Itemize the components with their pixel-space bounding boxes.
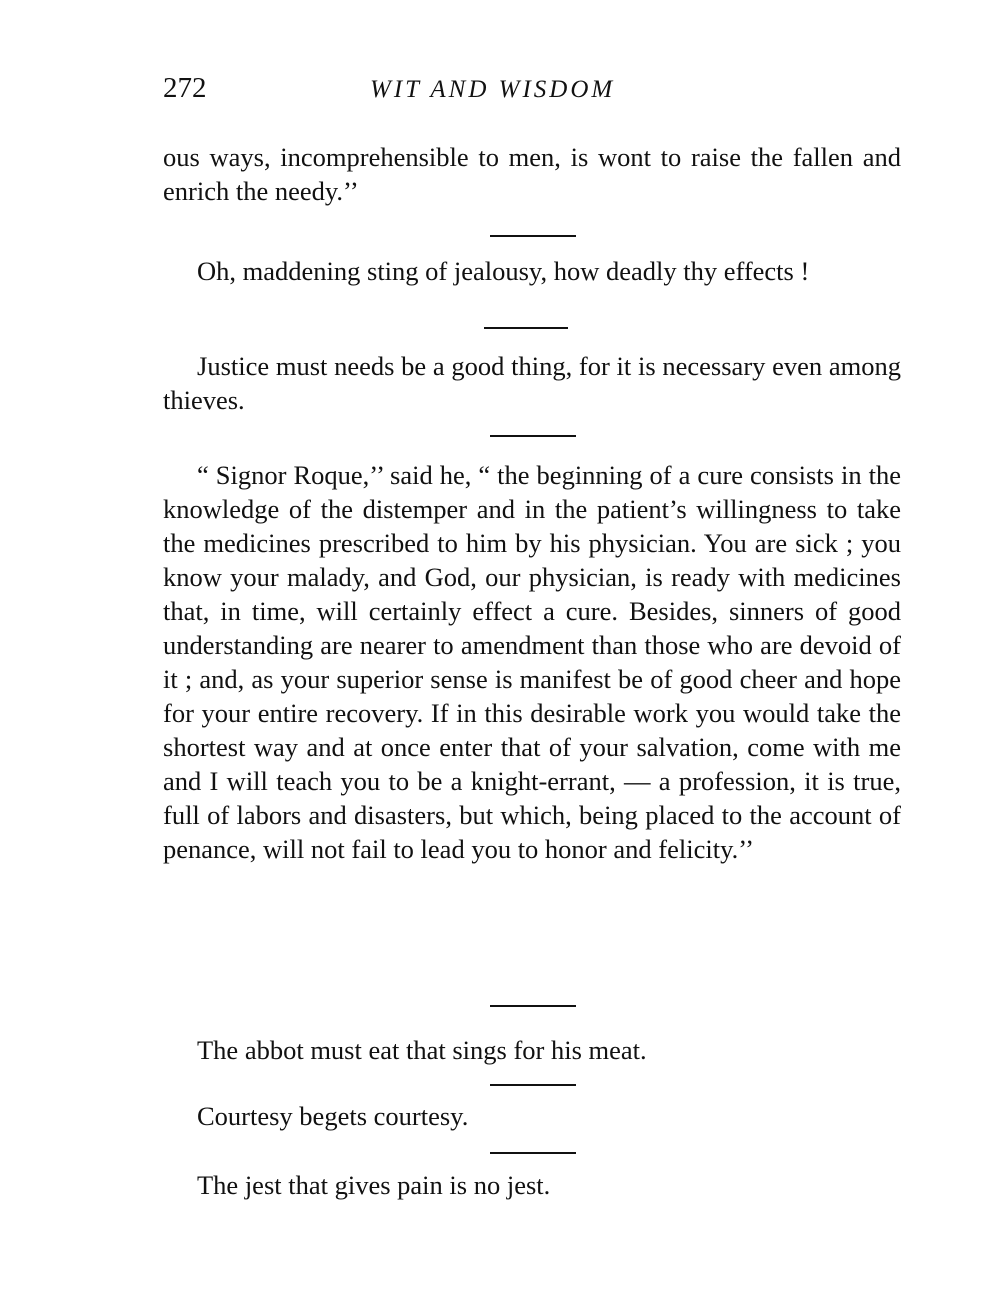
- divider: [490, 1005, 576, 1007]
- paragraph-5: The abbot must eat that sings for his meat.: [197, 1035, 647, 1065]
- page-number: 272: [163, 72, 207, 104]
- divider: [490, 1152, 576, 1154]
- divider: [490, 235, 576, 237]
- paragraph-6: Courtesy begets courtesy.: [197, 1101, 469, 1131]
- paragraph-4: “ Signor Roque,’’ said he, “ the beginning of a cure consists in the knowledge of the distemper and in the patient’s willingness to take the medicines prescribed to him by his physician. You are sick ; you know your malady, and God, our physician, is ready with medicines that, in time, will certainly effect a cure. Besides, sinners of good understanding are nearer to amendment than those who are devoid of it ; and, as your superior sense is manifest be of good cheer and hope for your entire recovery. If in this desirable work you would take the shortest way and at once enter that of your salvation, come with me and I will teach you to be a knight-errant, — a profession, it is true, full of labors and disasters, but which, being placed to the account of penance, will not fail to lead you to honor and felicity.’’: [163, 460, 901, 864]
- running-title: WIT AND WISDOM: [370, 76, 616, 103]
- divider: [490, 435, 576, 437]
- divider: [484, 327, 568, 329]
- paragraph-1: ous ways, incomprehensible to men, is wont to raise the fallen and enrich the needy.’’: [163, 142, 901, 206]
- paragraph-7: The jest that gives pain is no jest.: [197, 1170, 551, 1200]
- paragraph-2: Oh, maddening sting of jealousy, how deadly thy effects !: [197, 256, 810, 286]
- paragraph-3: Justice must needs be a good thing, for it is necessary even among thieves.: [163, 351, 901, 415]
- divider: [490, 1084, 576, 1086]
